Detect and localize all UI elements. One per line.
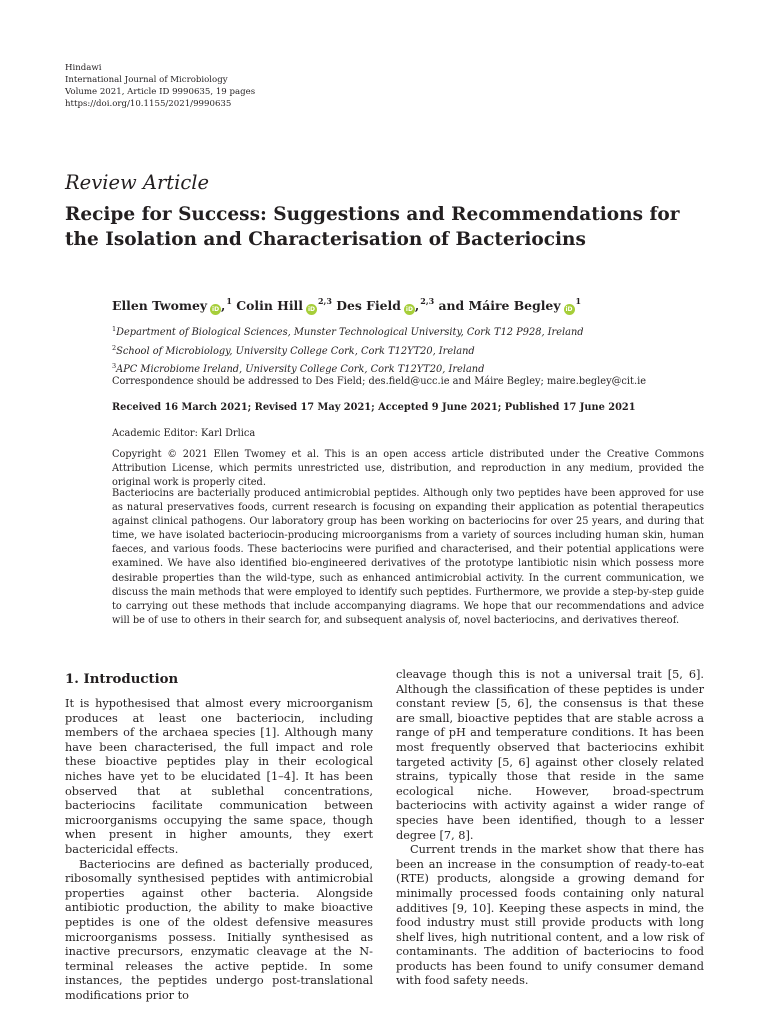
right-column [396, 668, 704, 989]
article-title: Recipe for Success: Suggestions and Recommendations for the Isolation and Characterisation of Bacteriocins [65, 204, 680, 250]
copyright-notice: Copyright © 2021 Ellen Twomey et al. This is an open access article distributed under the Creative Commons Attribution License, which permits unrestricted use, distribution, and reproduction in any medium, provided the original work is properly cited. [112, 449, 704, 488]
author-affiliation: 1 [575, 296, 582, 306]
author-name: Colin Hill [236, 298, 303, 313]
article-type: Review Article [65, 171, 210, 194]
affiliation-item: $^2$School of Microbiology, University College Cork, Cork T12YT20, Ireland [112, 343, 475, 357]
author-affiliation: 2,3 [317, 296, 332, 306]
author-name: Máire Begley [468, 298, 561, 313]
section-heading: 1. Introduction [65, 672, 179, 687]
author-connector: and [438, 298, 465, 313]
body-paragraph: cleavage though this is not a universal trait [5, 6]. Although the classification of these peptides is under constant review [5, 6], the consensus is that these are small, bioactive peptides that are stable across a range of pH and temperature conditions. It has been most frequently observed that bacteriocins exhibit targeted activity [5, 6] against other closely related strains, typically those that reside in the same ecological niche. However, broad-spectrum bacteriocins with activity against a wider range of species have been identified, though to a lesser degree [7, 8]. [396, 668, 704, 842]
affiliation-item: $^1$Department of Biological Sciences, Munster Technological University, Cork T12 P928, Ireland [112, 325, 584, 338]
journal-name: International Journal of Microbiology [65, 75, 228, 85]
author-name: Ellen Twomey [112, 298, 208, 313]
correspondence: Correspondence should be addressed to Des Field; des.field@ucc.ie and Máire Begley; maire.begley@cit.ie [112, 376, 647, 387]
volume-line: Volume 2021, Article ID 9990635, 19 pages [65, 87, 256, 97]
journal-header [65, 62, 365, 110]
affiliation-item: $^3$APC Microbiome Ireland, University College Cork, Cork T12YT20, Ireland [112, 362, 485, 375]
orcid-icon[interactable]: iD [405, 306, 413, 313]
author-affiliation: 1 [226, 296, 232, 306]
academic-editor: Academic Editor: Karl Drlica [112, 428, 256, 439]
body-paragraph: Current trends in the market show that there has been an increase in the consumption of ready-to-eat (RTE) products, alongside a growing demand for minimally processed foods containing only natural additives [9, 10]. Keeping these aspects in mind, the food industry must still provide products with long shelf lives, high nutritional content, and a low risk of contaminants. The addition of bacteriocins to food products has been found to unify consumer demand with food safety needs. [396, 843, 704, 988]
orcid-icon[interactable]: iD [307, 306, 315, 313]
author-affiliation: 2,3 [420, 296, 435, 306]
abstract: Bacteriocins are bacterially produced antimicrobial peptides. Although only two peptides have been approved for use as natural preservatives foods, current research is focusing on expanding their application as potential therapeutics against clinical pathogens. Our laboratory group has been working on bacteriocins for over 25 years, and during that time, we have isolated bacteriocin-producing microorganisms from a variety of sources including human skin, human faeces, and various foods. These bacteriocins were purified and characterised, and their potential applications were examined. We have also identified bio-engineered derivatives of the prototype lantibiotic nisin which possess more desirable properties than the wild-type, such as enhanced antimicrobial activity. In the current communication, we discuss the main methods that were employed to identify such peptides. Furthermore, we provide a step-by-step guide to carrying out these methods that include accompanying diagrams. We hope that our recommendations and advice will be of use to others in their search for, and subsequent analysis of, novel bacteriocins, and derivatives thereof. [112, 488, 704, 626]
left-column [65, 670, 373, 1003]
publication-dates: Received 16 March 2021; Revised 17 May 2021; Accepted 9 June 2021; Published 17 June 2021 [112, 402, 636, 413]
doi-link[interactable]: https://doi.org/10.1155/2021/9990635 [65, 99, 232, 109]
orcid-icon[interactable]: iD [212, 306, 220, 313]
author-name: Des Field [336, 298, 401, 313]
publisher-name: Hindawi [65, 63, 102, 73]
body-paragraph: It is hypothesised that almost every microorganism produces at least one bacteriocin, including members of the archaea species [1]. Although many have been characterised, the full impact and role these bioactive peptides play in their ecological niches have yet to be elucidated [1–4]. It has been observed that at sublethal concentrations, bacteriocins facilitate communication between microorganisms occupying the same space, though when present in higher amounts, they exert bactericidal effects. [65, 697, 373, 856]
body-paragraph: Bacteriocins are defined as bacterially produced, ribosomally synthesised peptides with antimicrobial properties against other bacteria. Alongside antibiotic production, the ability to make bioactive peptides is one of the oldest defensive measures microorganisms possess. Initially synthesised as inactive precursors, enzymatic cleavage at the N-terminal releases the active peptide. In some instances, the peptides undergo post-translational modifications prior to [65, 857, 373, 1002]
author-list: Ellen Twomey iD ,$^1$ Colin Hill iD$^{2,3}$ Des Field iD ,$^{2,3}$ and Máire Begley $iD^1$ [112, 296, 582, 313]
orcid-icon[interactable]: iD [565, 306, 573, 313]
affiliation-list [112, 322, 712, 378]
